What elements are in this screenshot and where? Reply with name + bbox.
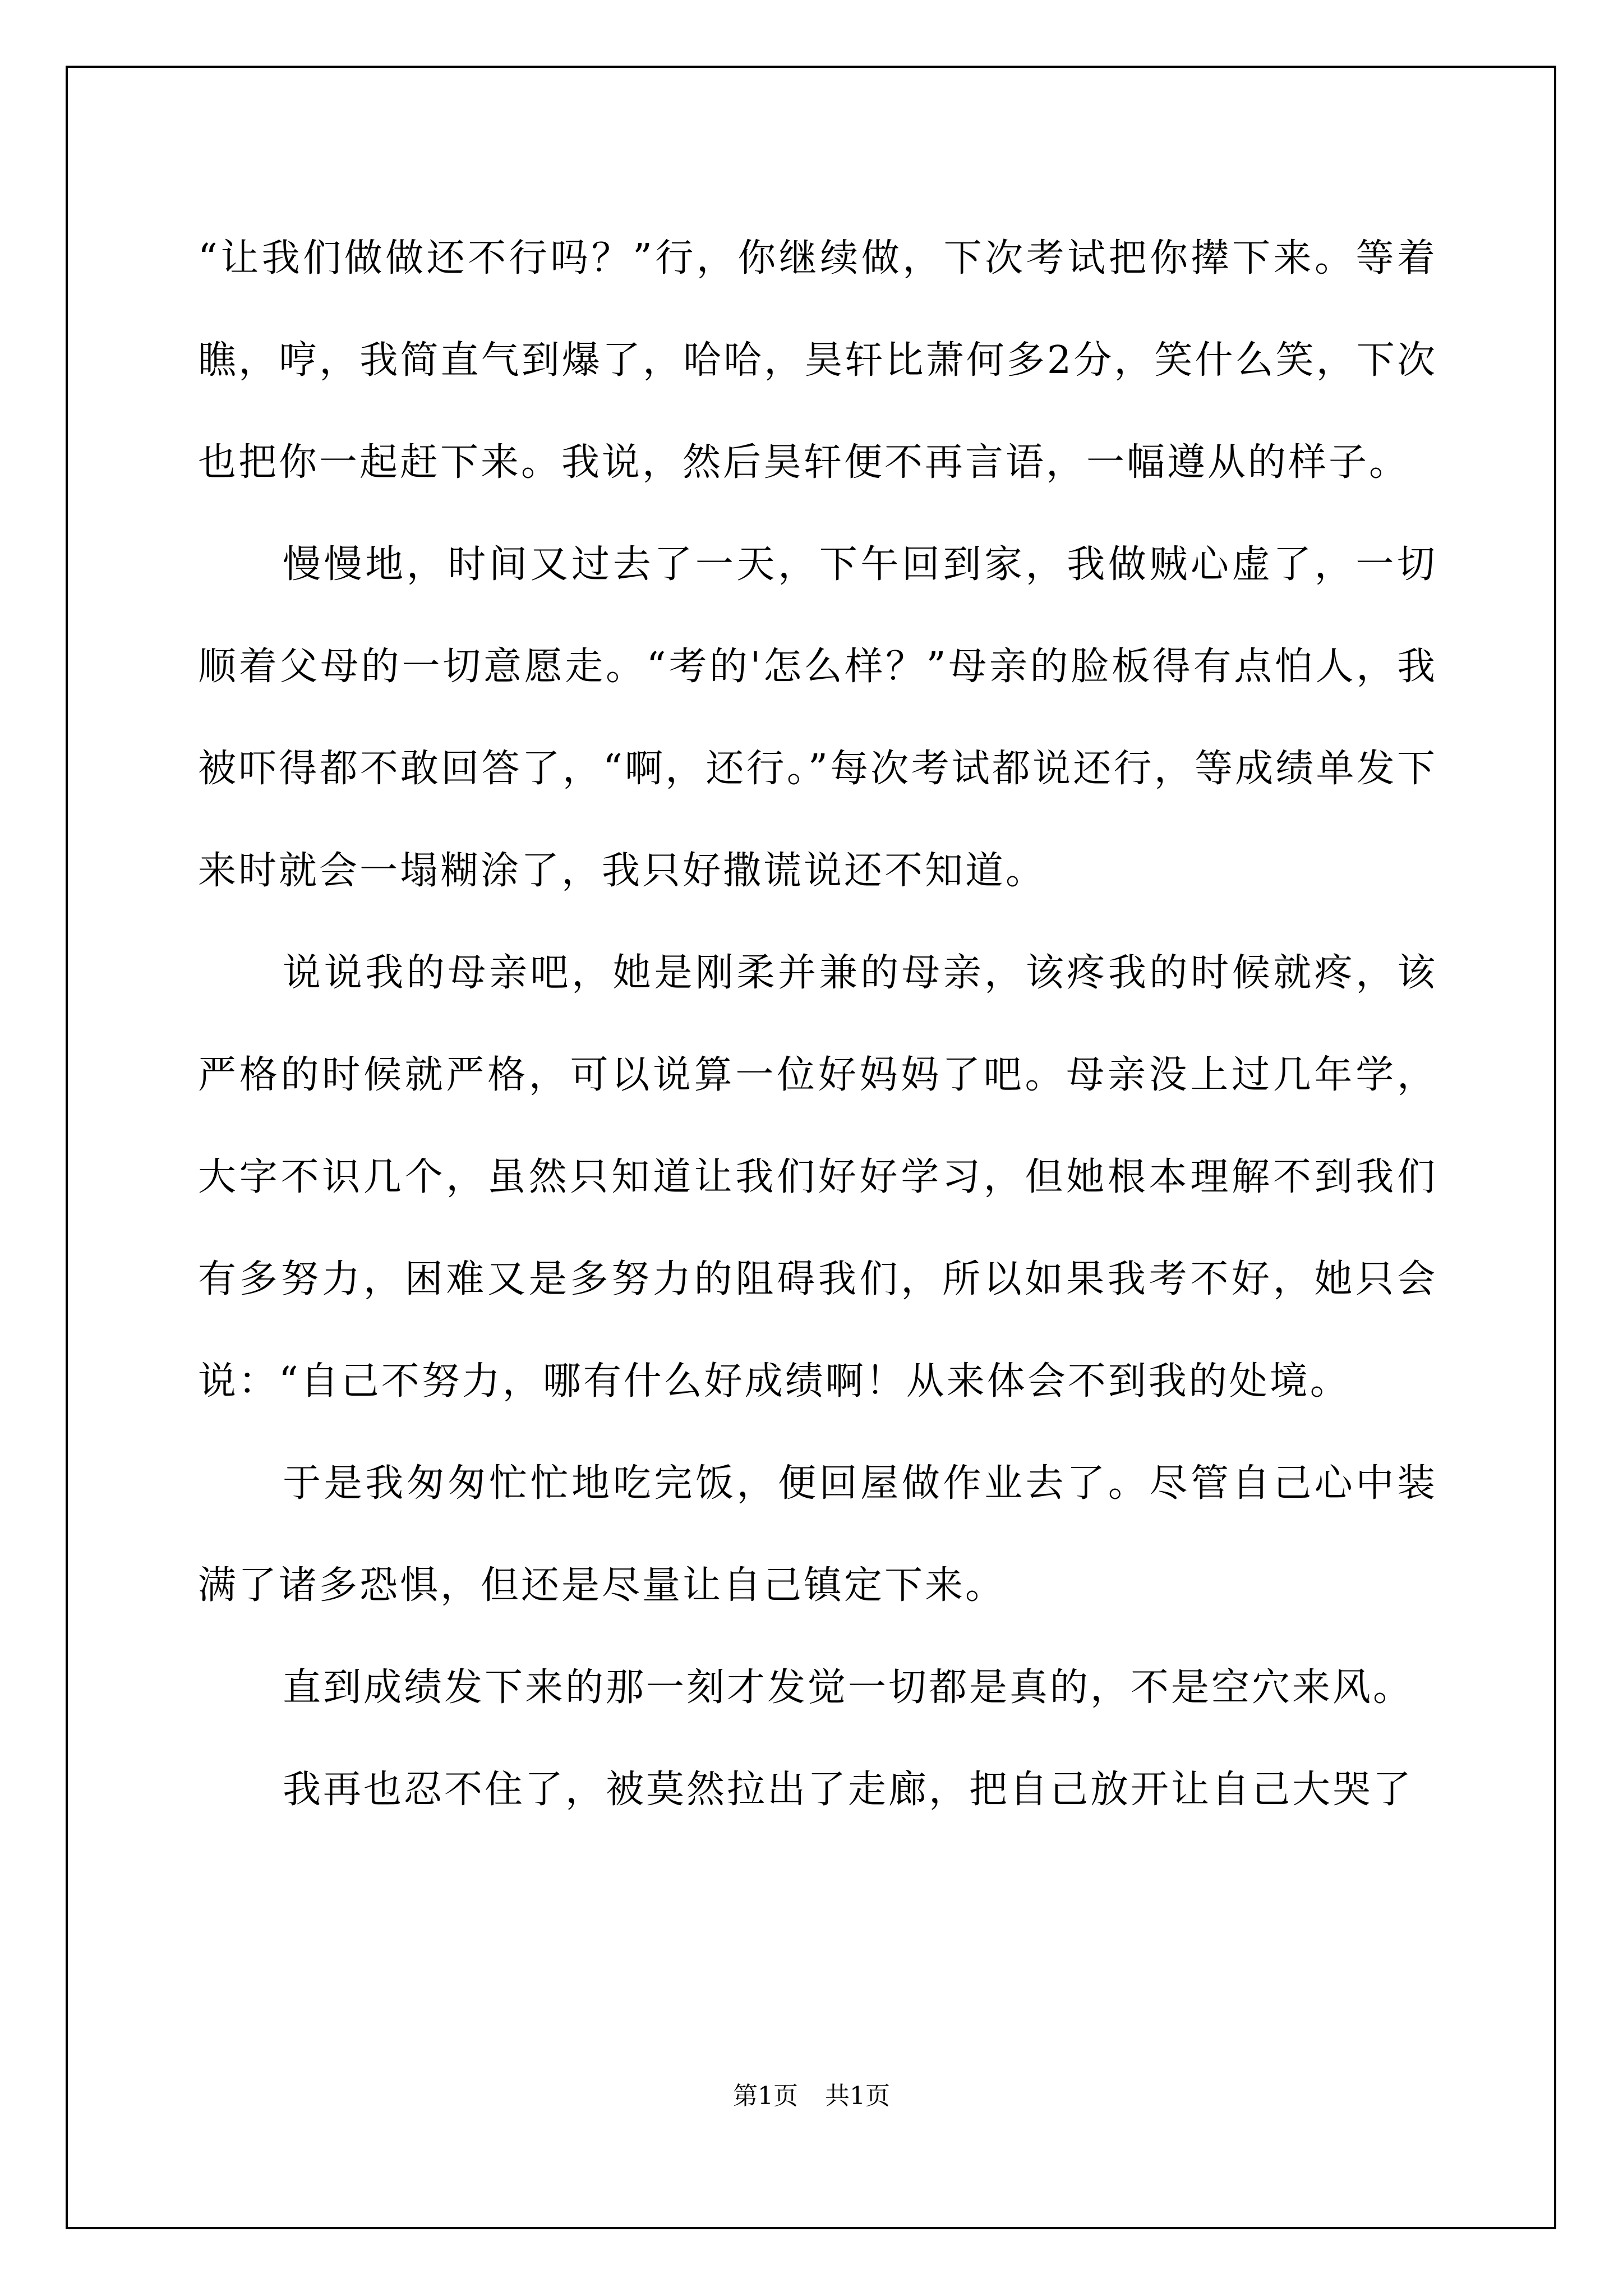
page-number-current: 第1页 <box>733 2082 798 2110</box>
paragraph-6: 我再也忍不住了，被莫然拉出了走廊，把自己放开让自己大哭了 <box>283 1768 1414 1812</box>
paragraph-5: 直到成绩发下来的那一刻才发觉一切都是真的，不是空穴来风。 <box>283 1665 1414 1710</box>
page-footer <box>0 2076 1623 2111</box>
paragraph-1: “让我们做做还不行吗？”行，你继续做，下次考试把你撵下来。等着瞧，哼，我简直气到爆了，哈哈，昊轩比萧何多2分，笑什么笑，下次也把你一起赶下来。我说，然后昊轩便不再言语，一幅遵从的样子。 <box>198 236 1437 485</box>
paragraph-3: 说说我的母亲吧，她是刚柔并兼的母亲，该疼我的时候就疼，该严格的时候就严格，可以说算一位好妈妈了吧。母亲没上过几年学，大字不识几个，虽然只知道让我们好好学习，但她根本理解不到我们有多努力，困难又是多努力的阻碍我们，所以如果我考不好，她只会说：“自己不努力，哪有什么好成绩啊！从来体会不到我的处境。 <box>198 951 1437 1404</box>
paragraph-4: 于是我匆匆忙忙地吃完饭，便回屋做作业去了。尽管自己心中装满了诸多恐惧，但还是尽量让自己镇定下来。 <box>198 1461 1437 1608</box>
page-number-total: 共1页 <box>825 2082 890 2110</box>
paragraph-2: 慢慢地，时间又过去了一天，下午回到家，我做贼心虚了，一切顺着父母的一切意愿走。“考的'怎么样？”母亲的脸板得有点怕人，我被吓得都不敢回答了，“啊，还行。”每次考试都说还行，等成绩单发下来时就会一塌糊涂了，我只好撒谎说还不知道。 <box>198 542 1437 893</box>
document-body <box>198 208 1437 1841</box>
